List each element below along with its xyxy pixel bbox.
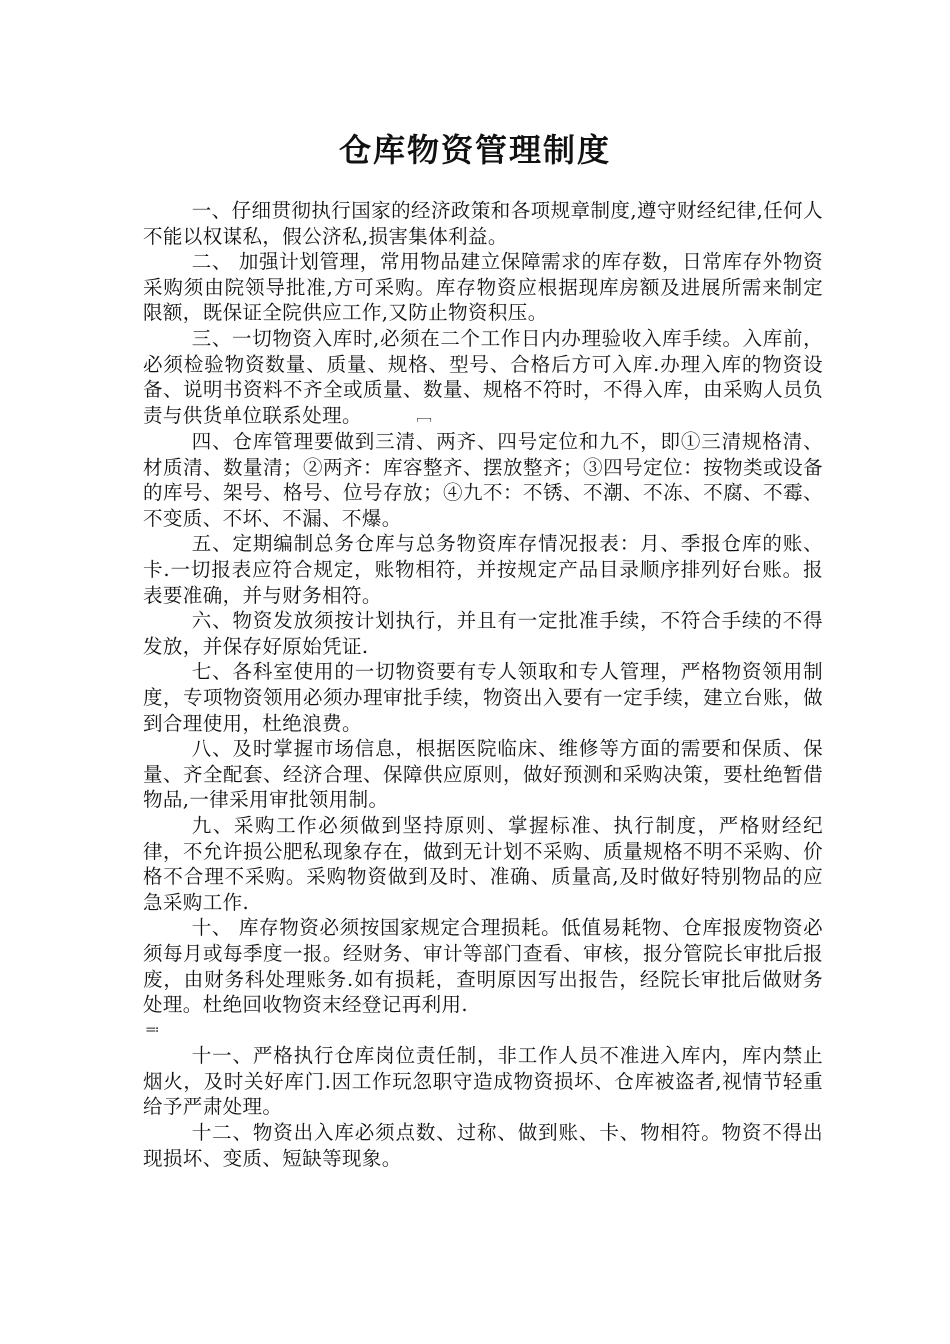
paragraph-1: 一、仔细贯彻执行国家的经济政策和各项规章制度,遵守财经纪律,任何人不能以权谋私，假公济私,损害集体利益。 <box>143 199 823 248</box>
paragraph-7: 七、各科室使用的一切物资要有专人领取和专人管理，严格物资领用制度，专项物资领用必须办理审批手续，物资出入要有一定手续，建立台账，做到合理使用，杜绝浪费。 <box>143 660 823 735</box>
stray-mark: ≕ <box>145 1021 160 1038</box>
document-body <box>143 198 823 1171</box>
paragraph-5: 五、定期编制总务仓库与总务物资库存情况报表：月、季报仓库的账、卡.一切报表应符合规定，账物相符，并按规定产品目录顺序排列好台账。报表要准确，并与财务相符。 <box>143 532 823 607</box>
paragraph-8: 八、及时掌握市场信息，根据医院临床、维修等方面的需要和保质、保量、齐全配套、经济合理、保障供应原则，做好预测和采购决策，要杜绝暂借物品,一律采用审批领用制。 <box>143 737 823 812</box>
document-title: 仓库物资管理制度 <box>338 131 611 169</box>
paragraph-10: 十、 库存物资必须按国家规定合理损耗。低值易耗物、仓库报废物资必须每月或每季度一报。经财务、审计等部门查看、审核，报分管院长审批后报废，由财务科处理账务.如有损耗，查明原因写出报告，经院长审批后做财务处理。杜绝回收物资末经登记再利用. <box>143 916 823 1017</box>
paragraph-3 <box>143 326 823 429</box>
paragraph-2: 二、 加强计划管理，常用物品建立保障需求的库存数，日常库存外物资采购须由院领导批准,方可采购。库存物资应根据现库房额及进展所需来制定限额，既保证全院供应工作,又防止物资积压。 <box>143 250 823 325</box>
paragraph-12: 十二、物资出入库必须点数、过称、做到账、卡、物相符。物资不得出现损坏、变质、短缺等现象。 <box>143 1121 823 1170</box>
paragraph-3-text: 三、一切物资入库时,必须在二个工作日内办理验收入库手续。入库前，必须检验物资数量、质量、规格、型号、合格后方可入库.办理入库的物资设备、说明书资料不齐全或质量、数量、规格不符时，不得入库，由采购人员负责与供货单位联系处理。 <box>143 326 823 427</box>
paragraph-4: 四、仓库管理要做到三清、两齐、四号定位和九不，即①三清规格清、材质清、数量清；②两齐：库容整齐、摆放整齐；③四号定位：按物类或设备的库号、架号、格号、位号存放；④九不：不锈、不潮、不冻、不腐、不霉、不变质、不坏、不漏、不爆。 <box>143 430 823 530</box>
stray-mark: ﹇ <box>416 406 433 425</box>
paragraph-11: 十一、严格执行仓库岗位责任制，非工作人员不准进入库内，库内禁止烟火，及时关好库门.因工作玩忽职守造成物资损坏、仓库被盗者,视情节轻重给予严肃处理。 <box>143 1044 823 1119</box>
paragraph-9: 九、采购工作必须做到坚持原则、掌握标准、执行制度，严格财经纪律，不允许损公肥私现象存在，做到无计划不采购、质量规格不明不采购、价格不合理不采购。采购物资做到及时、准确、质量高,及时做好特别物品的应急采购工作. <box>143 813 823 914</box>
paragraph-6: 六、物资发放须按计划执行，并且有一定批准手续，不符合手续的不得发放，并保存好原始凭证. <box>143 609 823 658</box>
